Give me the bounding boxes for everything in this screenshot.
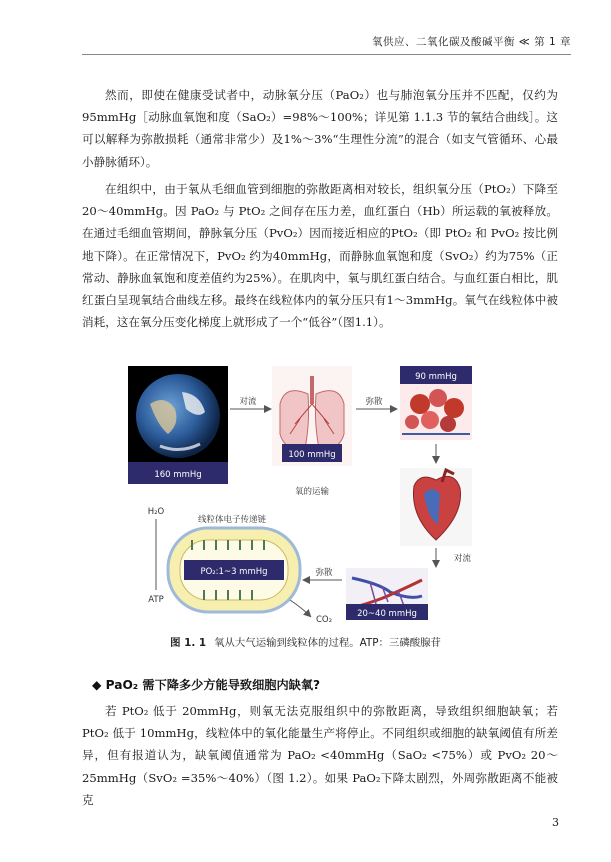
page-header (0, 0, 611, 52)
oxygen-transport-label: 氧的运输 (294, 487, 330, 497)
earth-panel (128, 366, 228, 484)
paragraph-2 (82, 178, 558, 333)
figure-number: 图 1. 1 (170, 637, 207, 649)
running-head: 氧供应、二氧化碳及酸碱平衡 ≪ 第 1 章 (371, 36, 571, 48)
capillary-label: 20~40 mmHg (357, 609, 417, 619)
alveoli-label: 90 mmHg (415, 372, 457, 382)
figure-caption (0, 634, 611, 649)
mitochondria-po2-label: PO₂:1~3 mmHg (200, 567, 268, 577)
lungs-panel (272, 366, 352, 466)
earth-image (136, 374, 220, 458)
figure-oxygen-transport (120, 364, 490, 626)
diffusion-label-2: 弥散 (315, 568, 333, 578)
section-heading: ◆ PaO₂ 需下降多少方能导致细胞内缺氧? (92, 678, 321, 692)
paragraph-3 (82, 700, 558, 811)
mitochondrion-panel (148, 507, 332, 625)
paragraph-1 (82, 84, 558, 173)
header-rule (82, 54, 571, 55)
earth-label: 160 mmHg (154, 470, 202, 480)
co2-label: CO₂ (316, 615, 333, 625)
atp-label: ATP (148, 595, 164, 605)
diffusion-label-1: 弥散 (365, 397, 383, 407)
paragraph-3-text: 若 PtO₂ 低于 20mmHg，则氧无法克服组织中的弥散距离，导致组织细胞缺氧；若PtO₂ 低于 10mmHg，线粒体中的氧化能量生产将停止。不同组织或细胞的缺氧阈值有所差异，但有报道认为，缺氧阈值通常为 PaO₂ <40mmHg（SaO₂ <75%）或 PvO₂ 20～25mmHg（SvO₂ =35%～40%）（图 1.2）。如果 PaO₂下降太剧烈，外周弥散距离不能被克 (82, 704, 558, 807)
lungs-label: 100 mmHg (288, 450, 336, 460)
etc-label: 线粒体电子传递链 (197, 515, 267, 525)
figure-caption-text: 氧从大气运输到线粒体的过程。ATP：三磷酸腺苷 (214, 637, 441, 649)
page-number: 3 (552, 816, 559, 829)
paragraph-2-text: 在组织中，由于氧从毛细血管到细胞的弥散距离相对较长，组织氧分压（PtO₂）下降至20～40mmHg。因 PaO₂ 与 PtO₂ 之间存在压力差，血红蛋白（Hb）所运载的氧被释放。在通过毛细血管期间，静脉氧分压（PvO₂）因而接近相应的PtO₂（即 PtO₂ 和 PvO₂ 按比例地下降）。在正常情况下，PvO₂ 约为40mmHg，而静脉血氧饱和度（SvO₂）约为75%（正常动、静脉血氧饱和度差值约为25%）。在肌肉中，氧与肌红蛋白结合。与血红蛋白相比，肌红蛋白呈现氧结合曲线左移。最终在线粒体内的氧分压只有1～3mmHg。氧气在线粒体中被消耗，这在氧分压变化梯度上就形成了一个“低谷”（图1.1）。 (82, 182, 558, 330)
capillary-panel (346, 568, 428, 620)
convection-label-1: 对流 (239, 397, 257, 407)
h2o-label: H₂O (147, 507, 165, 517)
paragraph-1-text: 然而，即使在健康受试者中，动脉氧分压（PaO₂）也与肺泡氧分压并不匹配，仅约为95mmHg［动脉血氧饱和度（SaO₂）=98%～100%；详见第 1.1.3 节的氧结合曲线］。这可以解释为弥散损耗（通常非常少）及1%～3%“生理性分流”的混合（如支气管循环、心最小静脉循环）。 (82, 88, 558, 169)
alveoli-panel (400, 366, 472, 440)
heart-panel (400, 468, 472, 546)
convection-label-2: 对流 (454, 554, 472, 564)
